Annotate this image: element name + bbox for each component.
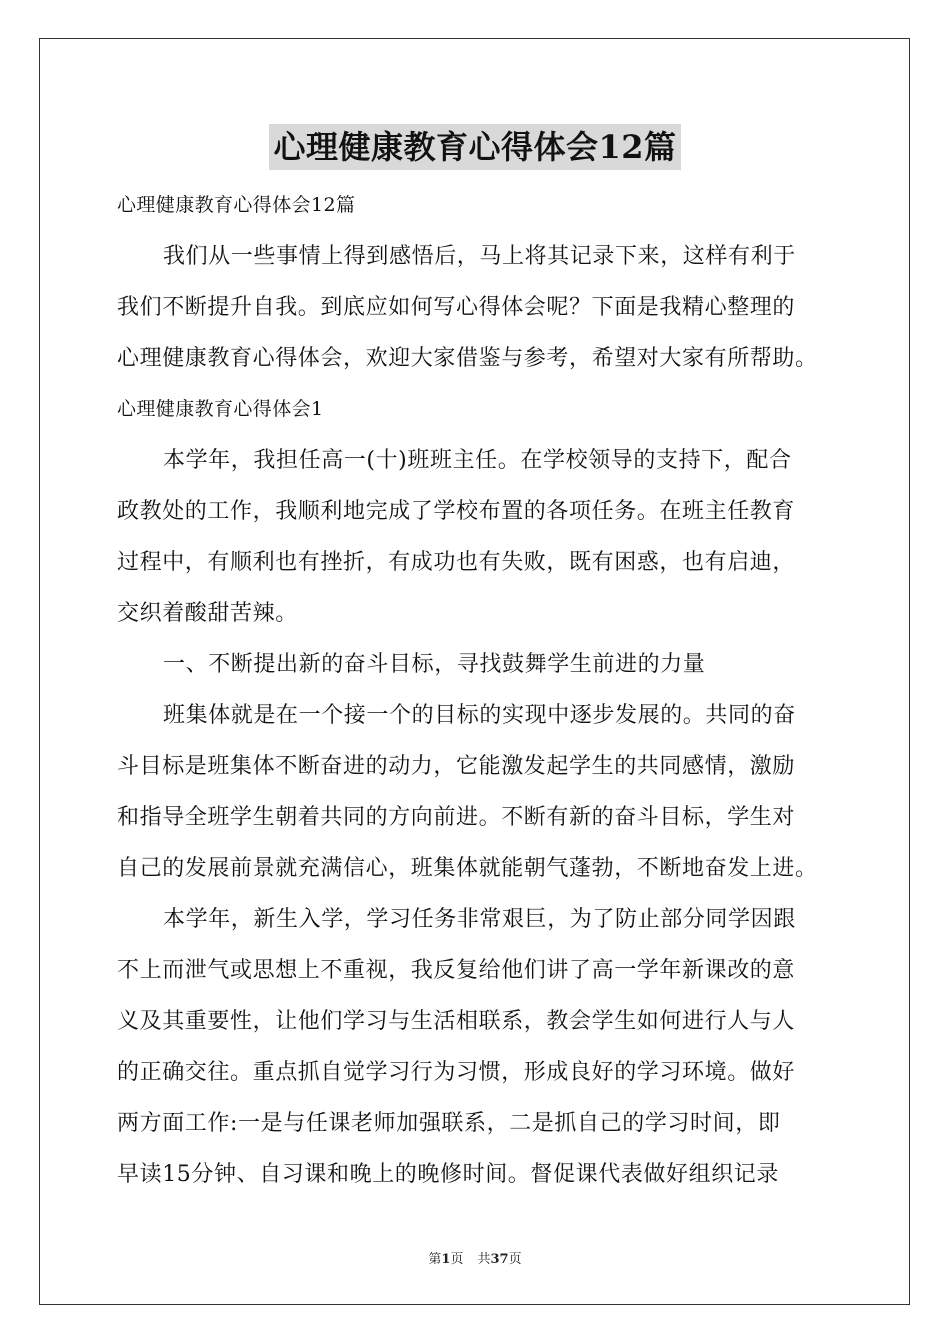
paragraph-line: 的正确交往。重点抓自觉学习行为习惯，形成良好的学习环境。做好	[117, 1060, 796, 1085]
total-suffix: 页	[508, 1252, 522, 1267]
subheading-line: 一、不断提出新的奋斗目标，寻找鼓舞学生前进的力量	[163, 652, 706, 677]
paragraph-line: 早读15分钟、自习课和晚上的晚修时间。督促课代表做好组织记录	[117, 1162, 779, 1187]
paragraph-line: 自己的发展前景就充满信心，班集体就能朝气蓬勃，不断地奋发上进。	[117, 856, 818, 881]
total-pages: 37	[490, 1252, 509, 1267]
paragraph-line: 我们不断提升自我。到底应如何写心得体会呢？下面是我精心整理的	[117, 295, 796, 320]
title-container	[0, 124, 950, 170]
document-title: 心理健康教育心得体会12篇	[269, 124, 680, 170]
paragraph-line: 交织着酸甜苦辣。	[117, 601, 298, 626]
paragraph-line: 本学年，我担任高一(十)班班主任。在学校领导的支持下，配合	[163, 448, 792, 473]
paragraph-line: 政教处的工作，我顺利地完成了学校布置的各项任务。在班主任教育	[117, 499, 796, 524]
paragraph-line: 本学年，新生入学，学习任务非常艰巨，为了防止部分同学因跟	[163, 907, 796, 932]
paragraph-line: 班集体就是在一个接一个的目标的实现中逐步发展的。共同的奋	[163, 703, 796, 728]
paragraph-line: 两方面工作:一是与任课老师加强联系，二是抓自己的学习时间，即	[117, 1111, 781, 1136]
total-prefix: 共	[477, 1252, 491, 1267]
subtitle-line: 心理健康教育心得体会12篇	[117, 194, 356, 216]
paragraph-line: 和指导全班学生朝着共同的方向前进。不断有新的奋斗目标，学生对	[117, 805, 796, 830]
paragraph-line: 义及其重要性，让他们学习与生活相联系，教会学生如何进行人与人	[117, 1009, 796, 1034]
paragraph-line: 我们从一些事情上得到感悟后，马上将其记录下来，这样有利于	[163, 244, 796, 269]
page-number: 1	[441, 1252, 451, 1267]
page-label-prefix: 第	[428, 1252, 442, 1267]
page-label-suffix: 页	[450, 1252, 464, 1267]
document-body	[117, 180, 847, 1200]
paragraph-line: 不上而泄气或思想上不重视，我反复给他们讲了高一学年新课改的意	[117, 958, 796, 983]
paragraph-line: 心理健康教育心得体会，欢迎大家借鉴与参考，希望对大家有所帮助。	[117, 346, 818, 371]
paragraph-line: 过程中，有顺利也有挫折，有成功也有失败，既有困惑，也有启迪，	[117, 550, 796, 575]
page-footer	[0, 1248, 950, 1267]
paragraph-line: 斗目标是班集体不断奋进的动力，它能激发起学生的共同感情，激励	[117, 754, 796, 779]
section-heading: 心理健康教育心得体会1	[117, 398, 324, 420]
